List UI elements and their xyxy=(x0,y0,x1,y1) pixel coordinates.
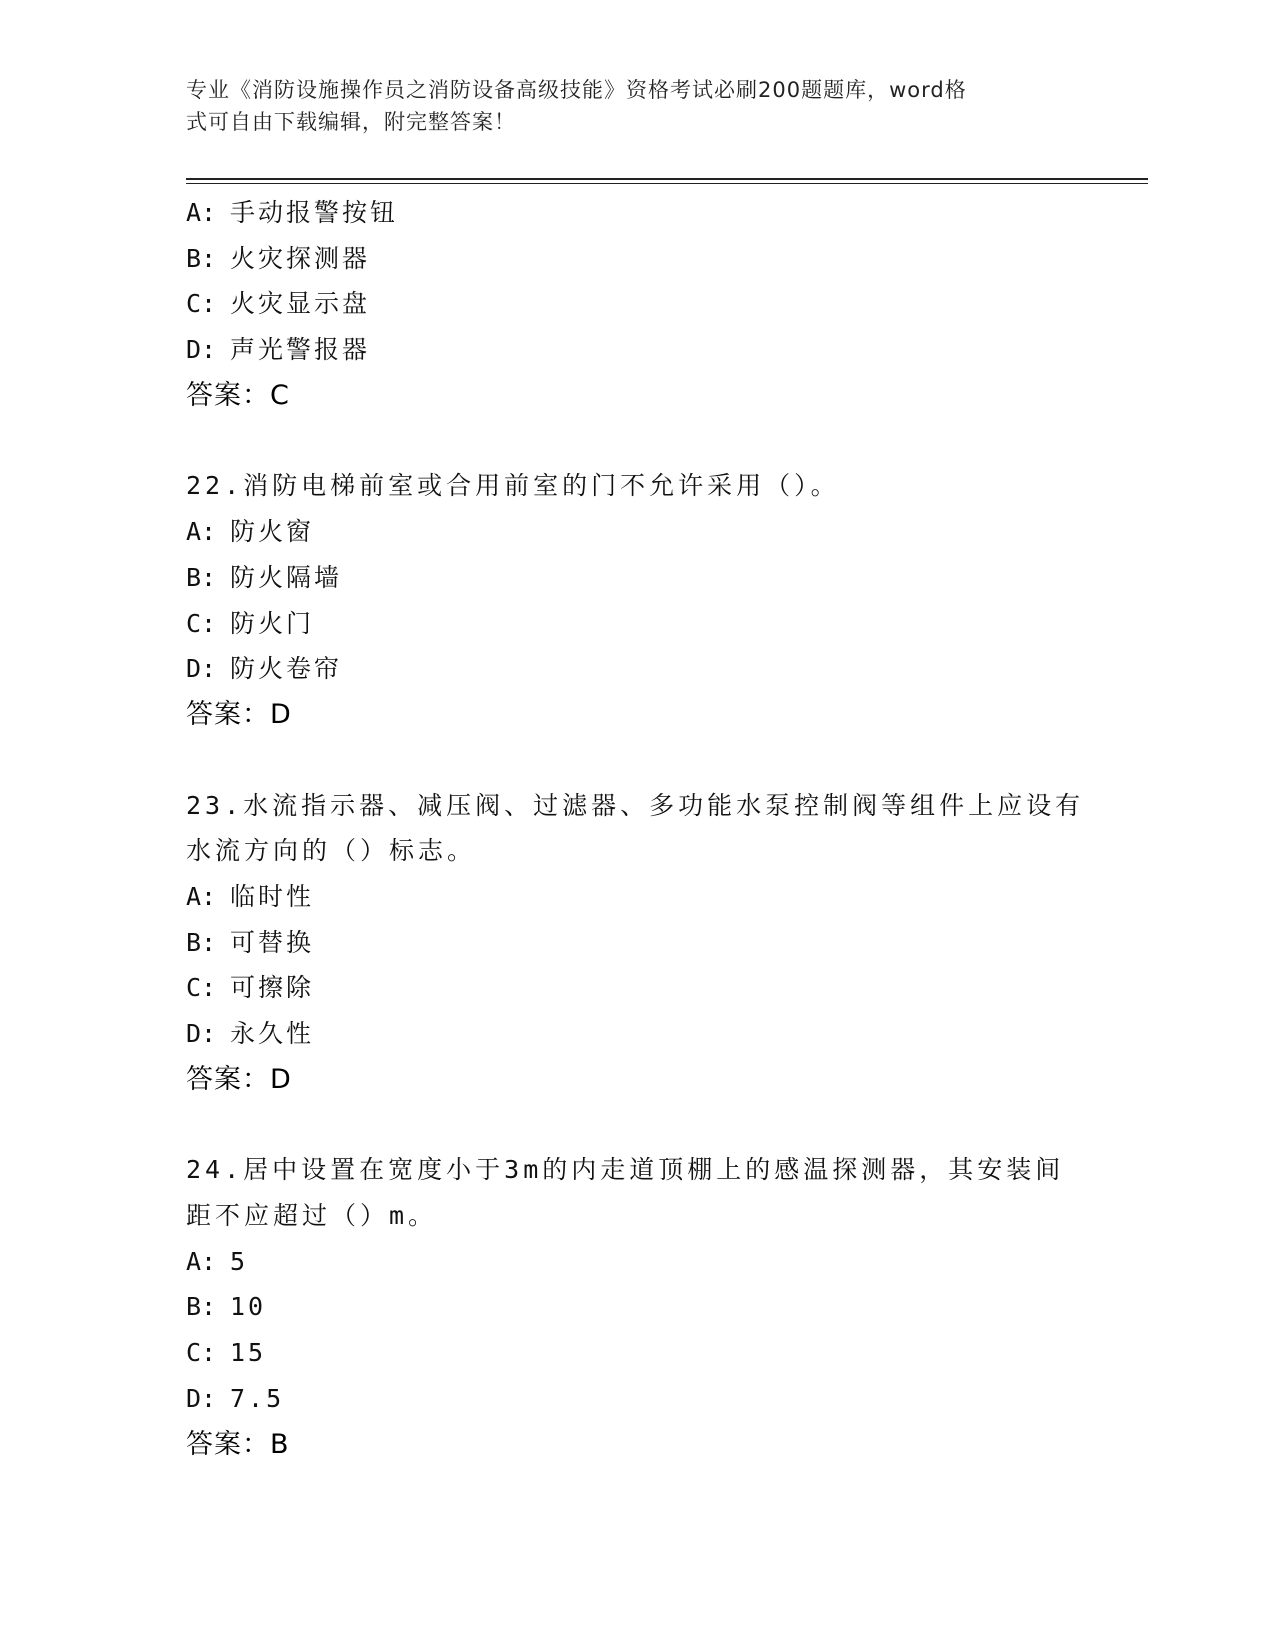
option-letter: A: xyxy=(186,1246,217,1276)
option-a xyxy=(186,874,1086,920)
option-letter: D: xyxy=(186,1383,217,1413)
option-text: 防火隔墙 xyxy=(230,562,343,592)
option-letter: D: xyxy=(186,335,217,365)
option-letter: A: xyxy=(186,881,217,911)
header-title-line-2: 式可自由下载编辑，附完整答案！ xyxy=(186,110,516,134)
answer-line: 答案：B xyxy=(186,1428,290,1460)
question-spacer xyxy=(186,1102,1086,1147)
option-text: 10 xyxy=(230,1292,267,1322)
question-stem: 22.消防电梯前室或合用前室的门不允许采用（）。 xyxy=(186,471,840,501)
question-21 xyxy=(186,190,1086,418)
option-letter: B: xyxy=(186,1292,217,1322)
option-d xyxy=(186,1011,1086,1057)
option-letter: A: xyxy=(186,517,217,547)
document-header xyxy=(186,74,1066,138)
option-letter: D: xyxy=(186,654,217,684)
option-d xyxy=(186,646,1086,692)
option-text: 可替换 xyxy=(230,927,315,957)
option-a xyxy=(186,509,1086,555)
option-a xyxy=(186,1239,1086,1285)
option-b xyxy=(186,920,1086,966)
question-22 xyxy=(186,463,1086,737)
option-text: 火灾显示盘 xyxy=(230,289,371,319)
option-letter: A: xyxy=(186,198,217,227)
option-c xyxy=(186,1330,1086,1376)
option-letter: C: xyxy=(186,608,217,638)
option-b xyxy=(186,1284,1086,1330)
answer-line: 答案：C xyxy=(186,379,290,411)
question-spacer xyxy=(186,418,1086,463)
option-text: 永久性 xyxy=(230,1019,315,1048)
option-b xyxy=(186,236,1086,282)
option-text: 15 xyxy=(230,1338,267,1368)
option-b xyxy=(186,555,1086,601)
option-text: 5 xyxy=(230,1246,249,1276)
option-text: 声光警报器 xyxy=(230,335,371,365)
option-letter: D: xyxy=(186,1019,217,1048)
option-text: 防火卷帘 xyxy=(230,654,343,684)
option-text: 临时性 xyxy=(230,881,315,911)
question-spacer xyxy=(186,738,1086,783)
option-text: 火灾探测器 xyxy=(230,243,371,273)
header-divider-thick xyxy=(186,178,1148,180)
option-letter: C: xyxy=(186,973,217,1003)
option-letter: B: xyxy=(186,243,217,273)
answer-line: 答案：D xyxy=(186,1063,292,1095)
header-title-line-1: 专业《消防设施操作员之消防设备高级技能》资格考试必刷200题题库，word格 xyxy=(186,78,967,102)
option-text: 防火门 xyxy=(230,608,315,638)
option-letter: C: xyxy=(186,1338,217,1368)
option-d xyxy=(186,1376,1086,1422)
option-c xyxy=(186,601,1086,647)
question-stem-continued: 距不应超过（）m。 xyxy=(186,1201,438,1231)
option-a xyxy=(186,190,1086,236)
question-24 xyxy=(186,1147,1086,1467)
header-divider-thin xyxy=(186,183,1148,184)
question-23 xyxy=(186,783,1086,1103)
question-list xyxy=(186,190,1086,1467)
question-stem-continued: 水流方向的（）标志。 xyxy=(186,836,477,866)
option-letter: C: xyxy=(186,289,217,319)
option-d xyxy=(186,327,1086,373)
option-text: 手动报警按钮 xyxy=(230,198,399,227)
question-stem: 24.居中设置在宽度小于3m的内走道顶棚上的感温探测器，其安装间 xyxy=(186,1155,1065,1185)
option-letter: B: xyxy=(186,562,217,592)
option-letter: B: xyxy=(186,927,217,957)
option-c xyxy=(186,281,1086,327)
option-text: 防火窗 xyxy=(230,517,315,547)
option-text: 可擦除 xyxy=(230,973,315,1003)
question-stem: 23.水流指示器、减压阀、过滤器、多功能水泵控制阀等组件上应设有 xyxy=(186,790,1085,820)
option-c xyxy=(186,965,1086,1011)
option-text: 7.5 xyxy=(230,1383,285,1413)
answer-line: 答案：D xyxy=(186,698,292,730)
